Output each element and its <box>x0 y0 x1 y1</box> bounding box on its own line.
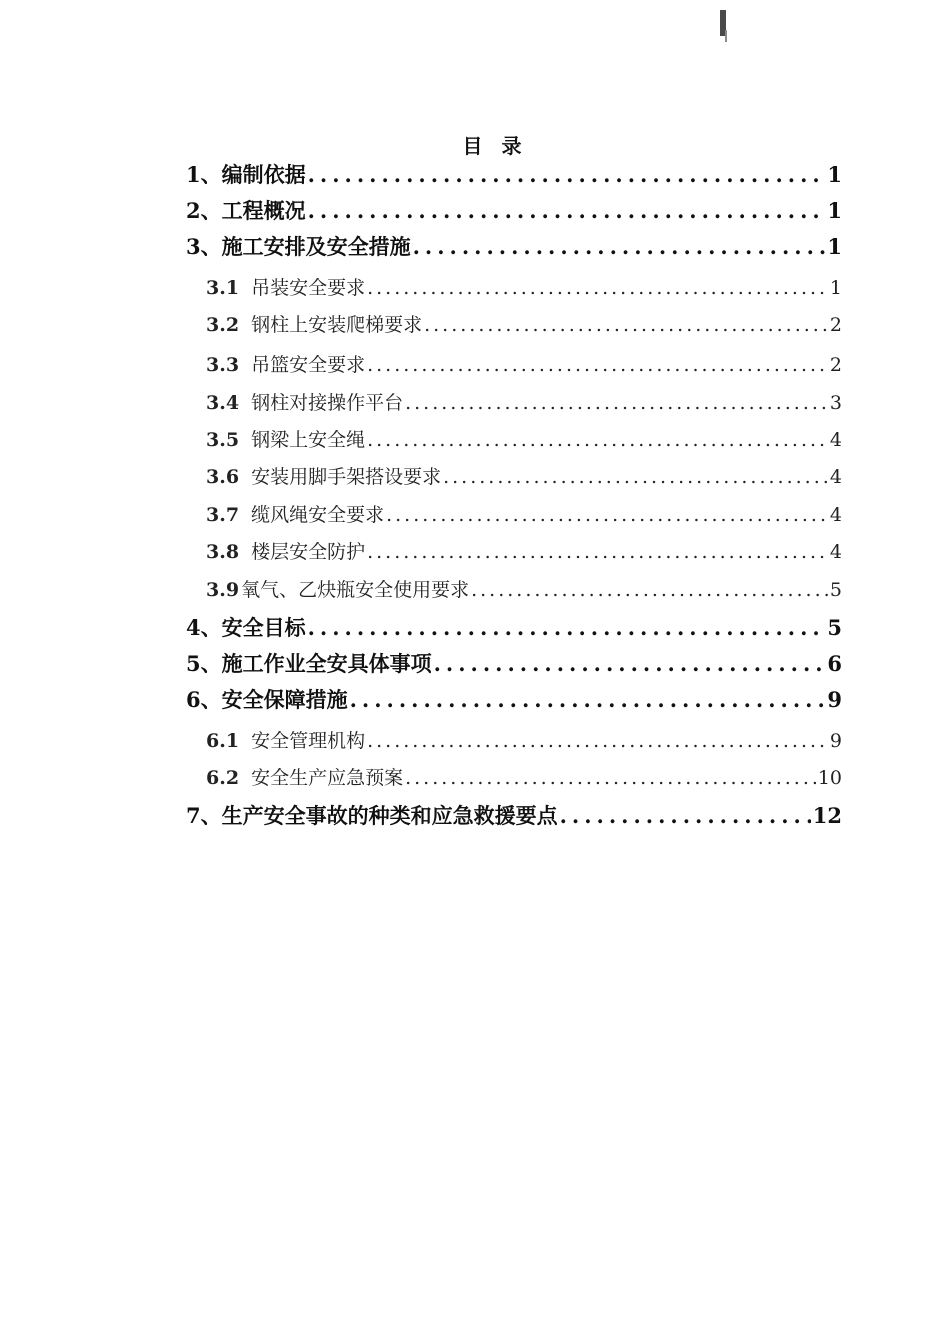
toc-entry-text: 缆风绳安全要求 <box>251 504 385 526</box>
toc-dot-leader <box>413 232 826 262</box>
toc-entry-number: 3.7 <box>206 504 240 526</box>
toc-entry-page: 9 <box>827 687 842 712</box>
corner-mark <box>720 10 728 42</box>
toc-dot-leader <box>405 763 816 793</box>
toc-dot-leader <box>424 310 828 340</box>
toc-entry-text: 楼层安全防护 <box>251 541 366 563</box>
toc-entry-page: 10 <box>817 767 842 789</box>
toc-entry-page: 1 <box>827 234 842 259</box>
toc-title: 目 录 <box>462 134 528 158</box>
toc-entry-number: 3.8 <box>206 541 240 563</box>
toc-entry-3-3[interactable] <box>206 350 842 380</box>
toc-entry-6-1[interactable] <box>206 726 842 756</box>
toc-entry-page: 5 <box>827 615 842 640</box>
toc-entry-page: 4 <box>829 541 842 563</box>
toc-entry-3-2[interactable] <box>206 310 842 340</box>
toc-entry-page: 5 <box>829 579 842 601</box>
toc-entry-number: 3.2 <box>206 314 240 336</box>
toc-entry-number: 6、 <box>186 687 222 712</box>
toc-entry-1[interactable] <box>186 160 842 190</box>
toc-entry-page: 1 <box>827 162 842 187</box>
toc-entry-text: 安全生产应急预案 <box>251 767 404 789</box>
toc-entry-6-2[interactable] <box>206 763 842 793</box>
toc-dot-leader <box>367 273 828 303</box>
toc-entry-3-4[interactable] <box>206 388 842 418</box>
toc-entry-page: 4 <box>829 466 842 488</box>
toc-entry-page: 4 <box>829 504 842 526</box>
toc-entry-page: 3 <box>829 392 842 414</box>
toc-entry-text: 安全目标 <box>221 615 306 640</box>
toc-entry-3-8[interactable] <box>206 537 842 567</box>
toc-entry-number: 3.4 <box>206 392 240 414</box>
toc-entry-number: 1、 <box>186 162 222 187</box>
toc-dot-leader <box>434 649 826 679</box>
toc-entry-text: 安全管理机构 <box>251 730 366 752</box>
toc-entry-number: 6.1 <box>206 730 240 752</box>
toc-dot-leader <box>367 537 828 567</box>
toc-entry-4[interactable] <box>186 613 842 643</box>
toc-entry-number: 3.9 <box>206 579 240 601</box>
toc-entry-3[interactable] <box>186 232 842 262</box>
toc-dot-leader <box>308 196 826 226</box>
toc-entry-number: 2、 <box>186 198 222 223</box>
toc-entry-3-5[interactable] <box>206 425 842 455</box>
toc-entry-text: 施工安排及安全措施 <box>221 234 411 259</box>
toc-entry-page: 4 <box>829 429 842 451</box>
toc-dot-leader <box>367 425 828 455</box>
toc-entry-page: 2 <box>829 354 842 376</box>
toc-entry-page: 12 <box>812 803 842 828</box>
toc-dot-leader <box>308 160 826 190</box>
toc-dot-leader <box>386 500 828 530</box>
toc-entry-text: 安全保障措施 <box>221 687 348 712</box>
toc-entry-page: 1 <box>829 277 842 299</box>
toc-entry-number: 3、 <box>186 234 222 259</box>
toc-dot-leader <box>367 350 828 380</box>
toc-entry-number: 3.3 <box>206 354 240 376</box>
toc-dot-leader <box>350 685 826 715</box>
toc-entry-3-6[interactable] <box>206 462 842 492</box>
toc-entry-text: 吊装安全要求 <box>251 277 366 299</box>
toc-entry-6[interactable] <box>186 685 842 715</box>
toc-entry-text: 编制依据 <box>221 162 306 187</box>
toc-entry-3-7[interactable] <box>206 500 842 530</box>
toc-entry-text: 工程概况 <box>221 198 306 223</box>
toc-entry-text: 施工作业全安具体事项 <box>221 651 432 676</box>
toc-entry-text: 生产安全事故的种类和应急救援要点 <box>221 803 558 828</box>
toc-entry-2[interactable] <box>186 196 842 226</box>
toc-entry-text: 钢柱对接操作平台 <box>251 392 404 414</box>
toc-dot-leader <box>443 462 828 492</box>
toc-entry-3-1[interactable] <box>206 273 842 303</box>
toc-entry-number: 5、 <box>186 651 222 676</box>
toc-entry-5[interactable] <box>186 649 842 679</box>
toc-entry-number: 3.1 <box>206 277 240 299</box>
toc-entry-text: 钢梁上安全绳 <box>251 429 366 451</box>
toc-entry-number: 3.5 <box>206 429 240 451</box>
toc-entry-number: 7、 <box>186 803 222 828</box>
toc-entry-3-9[interactable] <box>206 575 842 605</box>
toc-entry-number: 3.6 <box>206 466 240 488</box>
toc-entry-text: 安装用脚手架搭设要求 <box>251 466 442 488</box>
toc-dot-leader <box>560 801 811 831</box>
toc-entry-number: 6.2 <box>206 767 240 789</box>
toc-entry-number: 4、 <box>186 615 222 640</box>
toc-entry-page: 2 <box>829 314 842 336</box>
toc-entry-text: 钢柱上安装爬梯要求 <box>251 314 423 336</box>
toc-entry-7[interactable] <box>186 801 842 831</box>
toc-entry-text: 吊篮安全要求 <box>251 354 366 376</box>
toc-entry-page: 1 <box>827 198 842 223</box>
toc-dot-leader <box>367 726 828 756</box>
toc-entry-page: 6 <box>827 651 842 676</box>
toc-dot-leader <box>405 388 828 418</box>
toc-dot-leader <box>308 613 826 643</box>
corner-mark-tick <box>725 30 727 42</box>
toc-entry-page: 9 <box>829 730 842 752</box>
toc-entry-text: 氧气、乙炔瓶安全使用要求 <box>241 579 470 601</box>
toc-dot-leader <box>471 575 828 605</box>
